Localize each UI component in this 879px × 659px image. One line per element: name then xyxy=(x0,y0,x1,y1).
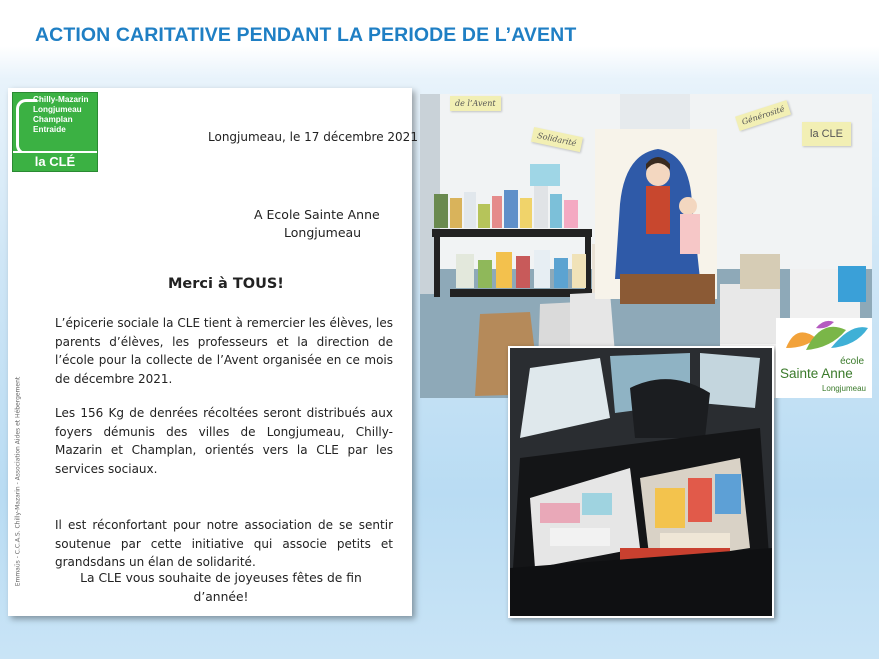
slide-title: ACTION CARITATIVE PENDANT LA PERIODE DE L’AVENT xyxy=(35,24,577,46)
sign-avent: de l’Avent xyxy=(450,96,501,111)
recipient-line-2: Longjumeau xyxy=(284,225,362,240)
sign-la-cle: la CLE xyxy=(802,122,851,146)
letter-paragraph-1: L’épicerie sociale la CLE tient à remercier les élèves, les parents d’élèves, les professeurs et la direction de l’école pour la collecte de l’Avent organisée en ce mois de décembre 2021. xyxy=(55,316,393,386)
van-photo xyxy=(508,346,774,618)
logo-words xyxy=(33,95,89,135)
letter-paragraph-2: Les 156 Kg de denrées récoltées seront distribués aux foyers démunis des villes de Longjumeau, Chilly-Mazarin et Champlan, orientés vers la CLE par les services sociaux. xyxy=(55,406,393,476)
school-logo-line-1: école xyxy=(840,356,864,367)
sign-generosite: Générosité xyxy=(735,100,791,131)
letter-side-text: Emmaüs - C.C.A.S. Chilly-Mazarin - Association Aides et Hébergement xyxy=(14,376,22,587)
thank-you-letter xyxy=(8,88,418,616)
recipient-line-1: A Ecole Sainte Anne xyxy=(254,207,380,222)
letter-heading: Merci à TOUS! xyxy=(168,276,284,292)
school-logo-mark-icon xyxy=(776,318,872,358)
letter-date: Longjumeau, le 17 décembre 2021 xyxy=(208,130,418,144)
school-logo-line-3: Longjumeau xyxy=(821,384,866,393)
logo-line: Champlan xyxy=(33,115,73,124)
letter-recipient xyxy=(254,206,380,242)
logo-name: la CLÉ xyxy=(13,151,97,171)
letter-paragraph-3: Il est réconfortant pour notre association de se sentir soutenue par cette initiative qui associe petits et grandsdans un élan de solidarité. xyxy=(55,518,393,569)
la-cle-logo xyxy=(12,92,98,172)
van-photo-drawing xyxy=(510,348,772,616)
sainte-anne-logo xyxy=(776,318,872,398)
letter-closing: La CLE vous souhaite de joyeuses fêtes de fin d’année! xyxy=(80,571,362,604)
logo-line: Longjumeau xyxy=(33,105,82,114)
school-logo-line-2: Sainte Anne xyxy=(780,366,853,381)
logo-line: Chilly-Mazarin xyxy=(33,95,89,104)
sign-solidarite: Solidarité xyxy=(531,127,583,152)
logo-line: Entraide xyxy=(33,125,66,134)
